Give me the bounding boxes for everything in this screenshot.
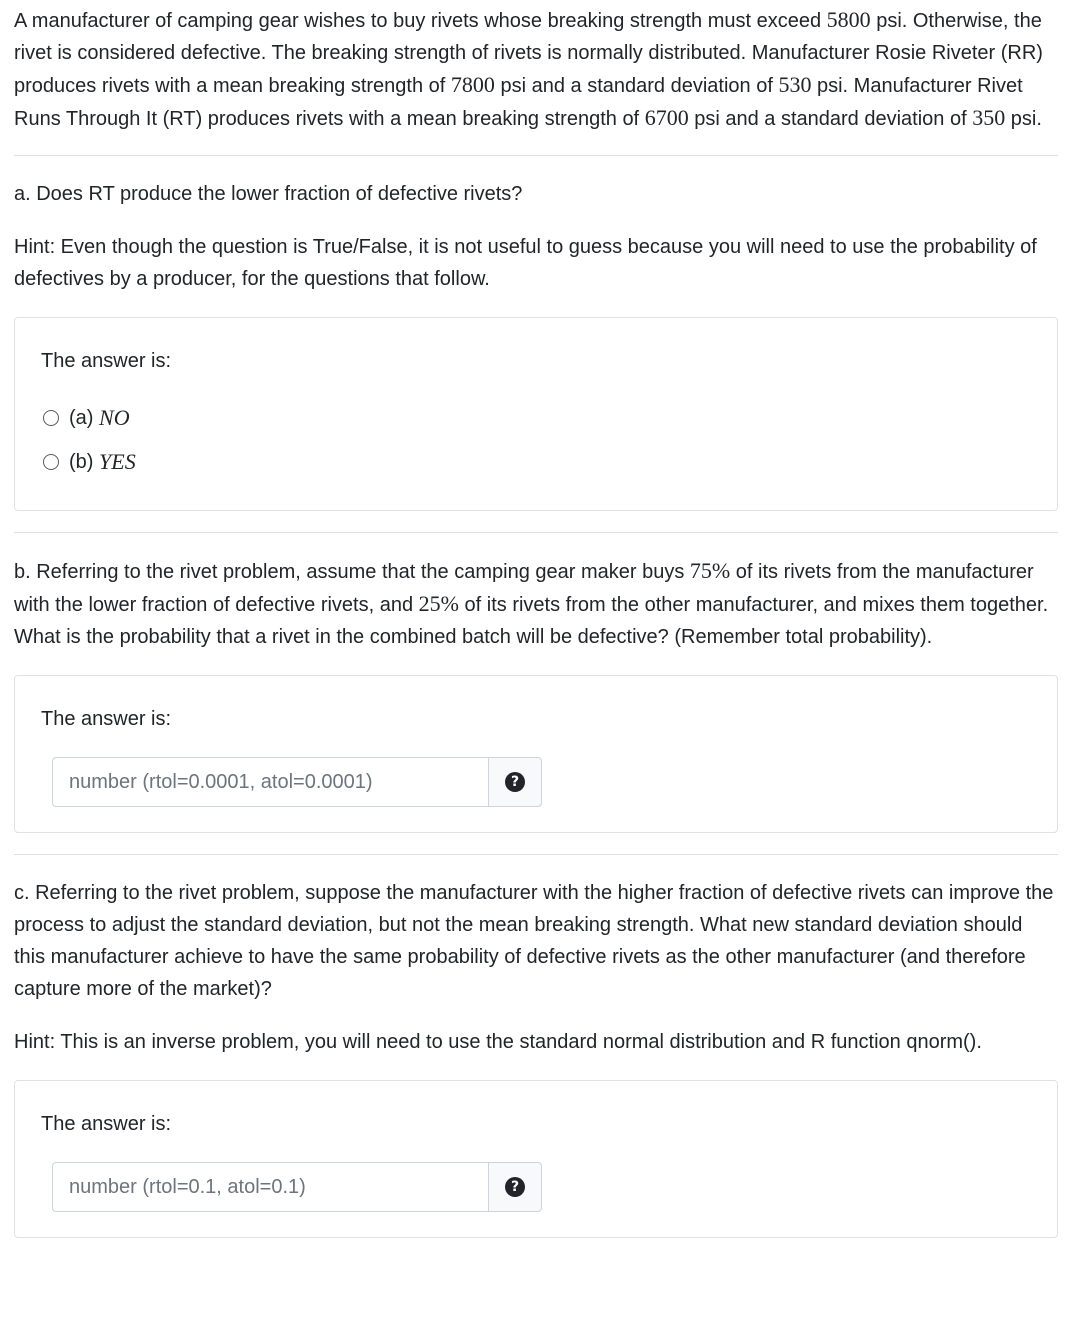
- rr-sd-value: 530: [778, 72, 812, 97]
- part-a-question: a. Does RT produce the lower fraction of defective rivets?: [14, 183, 523, 205]
- rr-mean-value: 7800: [450, 72, 495, 97]
- part-b-answer-input[interactable]: [52, 757, 488, 807]
- part-c-answer-input[interactable]: [52, 1162, 488, 1212]
- answer-label: The answer is:: [41, 708, 172, 730]
- answer-input-group: [52, 1162, 542, 1212]
- answer-label: The answer is:: [41, 350, 172, 372]
- option-yes[interactable]: [41, 446, 1031, 478]
- percent-lower: 75%: [689, 558, 731, 583]
- radio-button-no[interactable]: [43, 410, 59, 426]
- part-c-help-button[interactable]: [488, 1162, 542, 1212]
- rt-sd-value: 350: [972, 105, 1006, 130]
- percent-other: 25%: [418, 591, 459, 616]
- part-a-answer-card: [14, 317, 1058, 511]
- problem-statement: A manufacturer of camping gear wishes to buy rivets whose breaking strength must exceed 5800 psi. Otherwise, the rivet is considered defective. The breaking strength of rivets is normally distributed. Manufacturer Rosie Riveter (RR) produces rivets with a mean breaking strength of 7800 psi and a standard deviation of 530 psi. Manufacturer Rivet Runs Through It (RT) produces rivets with a mean breaking strength of 6700 psi and a standard deviation of 350 psi.: [14, 7, 1043, 130]
- part-c-question: c. Referring to the rivet problem, suppose the manufacturer with the higher fraction of defective rivets can improve the process to adjust the standard deviation, but not the mean breaking strength. What new standard deviation should this manufacturer achieve to have the same probability of defective rivets as the other manufacturer (and therefore capture more of the market)?: [14, 882, 1054, 1000]
- answer-input-group: [52, 757, 542, 807]
- option-value: YES: [99, 449, 136, 474]
- part-c-answer-card: [14, 1080, 1058, 1238]
- part-c-hint: Hint: This is an inverse problem, you will need to use the standard normal distribution and R function qnorm().: [14, 1031, 982, 1053]
- part-b-question: b. Referring to the rivet problem, assume that the camping gear maker buys 75% of its rivets from the manufacturer with the lower fraction of defective rivets, and 25% of its rivets from the other manufacturer, and mixes them together. What is the probability that a rivet in the combined batch will be defective? (Remember total probability).: [14, 558, 1049, 648]
- option-prefix: (a): [69, 407, 94, 429]
- radio-group: [41, 402, 1031, 478]
- divider: [14, 155, 1058, 156]
- part-a-hint: Hint: Even though the question is True/False, it is not useful to guess because you will need to use the probability of defectives by a producer, for the questions that follow.: [14, 236, 1037, 290]
- radio-button-yes[interactable]: [43, 454, 59, 470]
- divider: [14, 532, 1058, 533]
- threshold-value: 5800: [826, 7, 871, 32]
- answer-label: The answer is:: [41, 1113, 172, 1135]
- help-icon: ?: [505, 1177, 525, 1197]
- option-prefix: (b): [69, 451, 94, 473]
- help-icon: ?: [505, 772, 525, 792]
- part-b-help-button[interactable]: [488, 757, 542, 807]
- option-no[interactable]: [41, 402, 1031, 434]
- rt-mean-value: 6700: [644, 105, 689, 130]
- part-b-answer-card: [14, 675, 1058, 833]
- option-value: NO: [99, 405, 130, 430]
- divider: [14, 854, 1058, 855]
